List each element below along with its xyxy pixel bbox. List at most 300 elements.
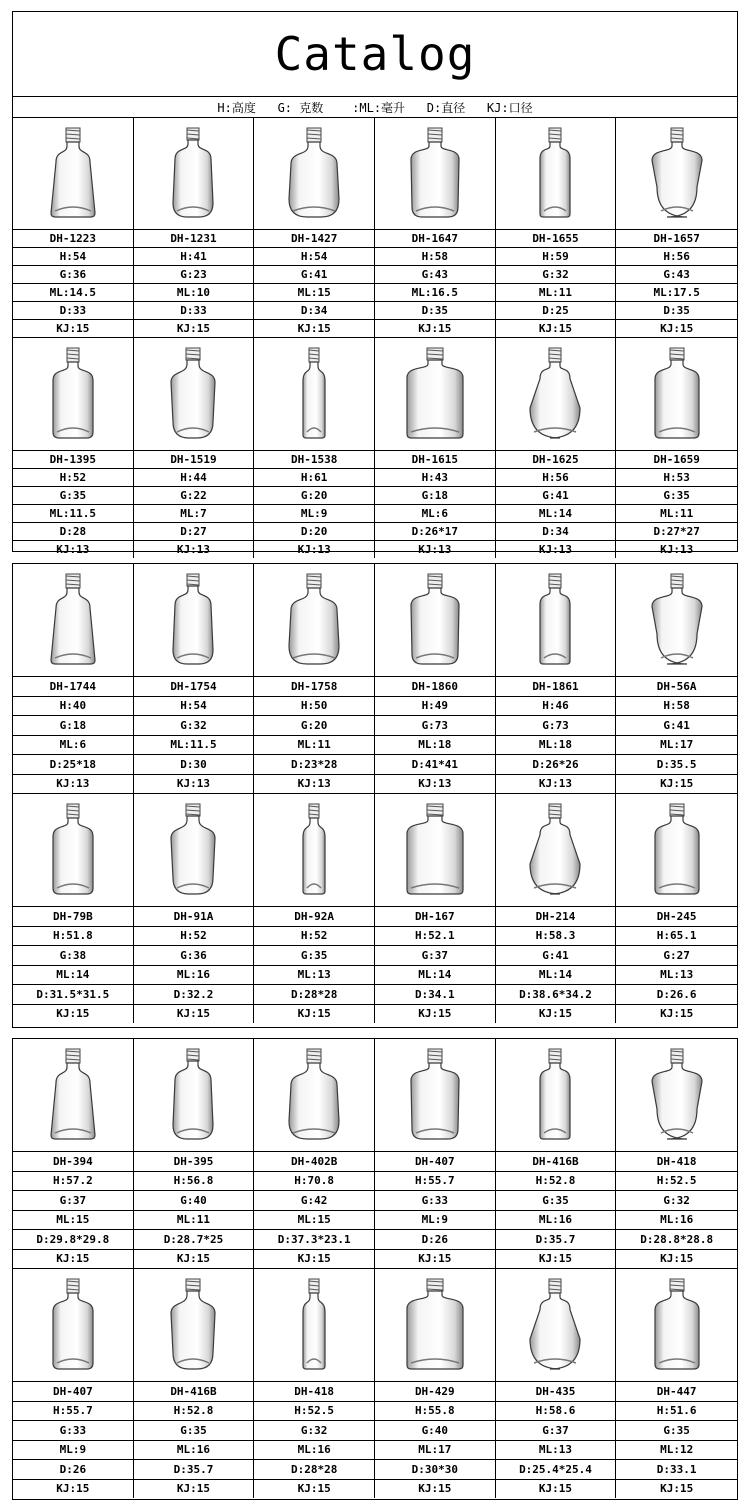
glass-bottle-image (143, 120, 243, 227)
product-volume: ML:14.5 (13, 284, 133, 302)
glass-bottle-image (505, 796, 605, 904)
product-code: DH-1615 (375, 451, 495, 469)
product-mouth: KJ:15 (375, 320, 495, 338)
product-cell (375, 1039, 496, 1269)
product-image (254, 564, 374, 677)
product-code: DH-429 (375, 1382, 495, 1402)
product-volume: ML:16 (616, 1211, 737, 1231)
glass-bottle-image (23, 1041, 123, 1149)
product-mouth: KJ:13 (496, 775, 616, 795)
product-code: DH-447 (616, 1382, 737, 1402)
product-weight: G:42 (254, 1191, 374, 1211)
product-volume: ML:16.5 (375, 284, 495, 302)
product-volume: ML:10 (134, 284, 254, 302)
glass-bottle-image (23, 1271, 123, 1379)
product-mouth: KJ:13 (297, 543, 331, 556)
product-image (134, 338, 254, 451)
product-weight: G:73 (496, 716, 616, 736)
product-code: DH-1395 (13, 451, 133, 469)
product-height: H:49 (375, 697, 495, 717)
product-cell (496, 564, 617, 794)
product-cell (134, 118, 255, 338)
product-volume: ML:16 (254, 1441, 374, 1461)
product-cell (254, 794, 375, 1023)
product-code: DH-1754 (134, 677, 254, 697)
glass-bottle-image (627, 1041, 727, 1149)
product-volume: ML:11 (254, 736, 374, 756)
product-image (13, 338, 133, 451)
product-cell (13, 794, 134, 1023)
product-diameter: D:31.5*31.5 (13, 985, 133, 1005)
product-weight: G:32 (616, 1191, 737, 1211)
product-image (254, 1269, 374, 1382)
product-height: H:61 (254, 469, 374, 487)
product-grid-2b (13, 794, 737, 1023)
product-height: H:70.8 (254, 1172, 374, 1192)
product-grid-1a (13, 118, 737, 338)
product-diameter: D:33.1 (616, 1460, 737, 1480)
product-weight: G:23 (134, 266, 254, 284)
product-diameter: D:28*28 (254, 1460, 374, 1480)
product-volume: ML:14 (375, 966, 495, 986)
product-mouth: KJ:15 (134, 1250, 254, 1270)
glass-bottle-image (264, 566, 364, 674)
product-mouth: KJ:13 (56, 543, 90, 556)
product-height: H:59 (496, 248, 616, 266)
product-code: DH-1427 (254, 230, 374, 248)
product-image (375, 1039, 495, 1152)
product-volume: ML:6 (375, 505, 495, 523)
product-height: H:44 (134, 469, 254, 487)
product-cell (134, 1039, 255, 1269)
product-volume: ML:15 (13, 1211, 133, 1231)
product-cell (375, 338, 496, 558)
product-height: H:52.5 (616, 1172, 737, 1192)
product-volume: ML:15 (254, 284, 374, 302)
product-cell (496, 118, 617, 338)
product-diameter: D:29.8*29.8 (13, 1230, 133, 1250)
glass-bottle-image (143, 1271, 243, 1379)
product-diameter: D:35 (375, 302, 495, 320)
product-height: H:58.6 (496, 1402, 616, 1422)
product-weight: G:41 (616, 716, 737, 736)
product-diameter: D:28.8*28.8 (616, 1230, 737, 1250)
product-cell (254, 1269, 375, 1498)
product-code: DH-1647 (375, 230, 495, 248)
product-image (496, 564, 616, 677)
product-code: DH-407 (13, 1382, 133, 1402)
product-height: H:52 (254, 927, 374, 947)
glass-bottle-image (385, 566, 485, 674)
product-image (13, 1269, 133, 1382)
glass-bottle-image (143, 566, 243, 674)
product-weight: G:32 (496, 266, 616, 284)
product-image (616, 338, 737, 451)
product-weight: G:32 (134, 716, 254, 736)
product-cell (496, 794, 617, 1023)
product-code: DH-407 (375, 1152, 495, 1172)
product-code: DH-418 (616, 1152, 737, 1172)
product-code: DH-1519 (134, 451, 254, 469)
product-cell (13, 1039, 134, 1269)
product-mouth: KJ:15 (496, 1250, 616, 1270)
product-mouth: KJ:15 (56, 1007, 90, 1021)
product-diameter: D:28 (13, 523, 133, 541)
product-cell (13, 564, 134, 794)
glass-bottle-image (385, 120, 485, 227)
product-code: DH-1758 (254, 677, 374, 697)
product-code: DH-92A (254, 907, 374, 927)
product-height: H:58 (375, 248, 495, 266)
product-mouth: KJ:13 (176, 543, 211, 556)
product-image (134, 1039, 254, 1152)
product-image (375, 1269, 495, 1382)
product-image (375, 118, 495, 230)
product-height: H:52.8 (134, 1402, 254, 1422)
glass-bottle-image (505, 120, 605, 227)
product-cell (375, 1269, 496, 1498)
product-weight: G:32 (254, 1421, 374, 1441)
product-volume: ML:6 (13, 736, 133, 756)
product-mouth: KJ:15 (176, 1482, 211, 1496)
product-mouth: KJ:15 (297, 1482, 331, 1496)
product-height: H:54 (134, 697, 254, 717)
product-mouth: KJ:15 (297, 1007, 331, 1021)
product-height: H:41 (134, 248, 254, 266)
glass-bottle-image (505, 340, 605, 448)
product-cell (616, 118, 737, 338)
product-weight: G:41 (496, 487, 616, 505)
product-mouth: KJ:15 (418, 1482, 452, 1496)
product-code: DH-418 (254, 1382, 374, 1402)
product-mouth: KJ:15 (660, 1482, 694, 1496)
product-cell (496, 1269, 617, 1498)
product-volume: ML:12 (616, 1441, 737, 1461)
product-diameter: D:34.1 (375, 985, 495, 1005)
glass-bottle-image (627, 340, 727, 448)
product-weight: G:33 (13, 1421, 133, 1441)
product-volume: ML:16 (134, 966, 254, 986)
product-mouth: KJ:15 (616, 775, 737, 795)
product-mouth: KJ:13 (375, 775, 495, 795)
product-diameter: D:28.7*25 (134, 1230, 254, 1250)
product-weight: G:36 (134, 946, 254, 966)
product-volume: ML:9 (254, 505, 374, 523)
legend-volume: :ML:毫升 (352, 100, 406, 115)
product-diameter: D:26.6 (616, 985, 737, 1005)
product-image (496, 1039, 616, 1152)
product-code: DH-1231 (134, 230, 254, 248)
product-code: DH-1861 (496, 677, 616, 697)
product-mouth: KJ:15 (616, 1250, 737, 1270)
product-code: DH-245 (616, 907, 737, 927)
product-code: DH-416B (496, 1152, 616, 1172)
product-image (616, 1039, 737, 1152)
product-cell (616, 794, 737, 1023)
product-height: H:51.8 (13, 927, 133, 947)
product-height: H:52 (134, 927, 254, 947)
product-weight: G:43 (616, 266, 737, 284)
product-code: DH-1657 (616, 230, 737, 248)
product-image (375, 564, 495, 677)
product-cell (134, 564, 255, 794)
product-weight: G:40 (375, 1421, 495, 1441)
product-weight: G:73 (375, 716, 495, 736)
product-cell (134, 338, 255, 558)
glass-bottle-image (264, 120, 364, 227)
product-code: DH-1860 (375, 677, 495, 697)
product-diameter: D:41*41 (375, 755, 495, 775)
product-height: H:54 (254, 248, 374, 266)
product-volume: ML:7 (134, 505, 254, 523)
product-cell (13, 338, 134, 558)
product-code: DH-1223 (13, 230, 133, 248)
product-mouth: KJ:13 (660, 543, 694, 556)
glass-bottle-image (505, 1041, 605, 1149)
product-grid-3a (13, 1039, 737, 1269)
product-image (13, 794, 133, 907)
product-diameter: D:28*28 (254, 985, 374, 1005)
product-code: DH-1659 (616, 451, 737, 469)
product-code: DH-1655 (496, 230, 616, 248)
legend-diameter: D:直径 (426, 100, 466, 115)
page-title: Catalog (13, 12, 737, 97)
product-code: DH-394 (13, 1152, 133, 1172)
product-mouth: KJ:13 (254, 775, 374, 795)
product-volume: ML:11 (496, 284, 616, 302)
product-weight: G:35 (134, 1421, 254, 1441)
product-volume: ML:13 (496, 1441, 616, 1461)
product-volume: ML:11.5 (13, 505, 133, 523)
product-weight: G:38 (13, 946, 133, 966)
product-mouth: KJ:15 (254, 320, 374, 338)
glass-bottle-image (143, 796, 243, 904)
product-cell (496, 338, 617, 558)
legend (13, 97, 737, 118)
product-height: H:51.6 (616, 1402, 737, 1422)
product-mouth: KJ:15 (13, 1250, 133, 1270)
glass-bottle-image (627, 796, 727, 904)
product-diameter: D:33 (134, 302, 254, 320)
product-height: H:65.1 (616, 927, 737, 947)
product-code: DH-1744 (13, 677, 133, 697)
product-image (13, 118, 133, 230)
glass-bottle-image (505, 566, 605, 674)
product-image (13, 1039, 133, 1152)
glass-bottle-image (627, 566, 727, 674)
product-volume: ML:11 (616, 505, 737, 523)
product-mouth: KJ:15 (176, 1007, 211, 1021)
product-image (496, 338, 616, 451)
product-volume: ML:14 (13, 966, 133, 986)
product-height: H:52.1 (375, 927, 495, 947)
product-diameter: D:26 (13, 1460, 133, 1480)
glass-bottle-image (264, 340, 364, 448)
product-volume: ML:15 (254, 1211, 374, 1231)
product-height: H:58 (616, 697, 737, 717)
product-mouth: KJ:15 (538, 1482, 573, 1496)
product-cell (254, 1039, 375, 1269)
glass-bottle-image (385, 1271, 485, 1379)
product-volume: ML:17.5 (616, 284, 737, 302)
product-image (496, 794, 616, 907)
product-weight: G:35 (616, 1421, 737, 1441)
product-diameter: D:34 (496, 523, 616, 541)
product-image (375, 794, 495, 907)
product-weight: G:22 (134, 487, 254, 505)
product-volume: ML:14 (496, 505, 616, 523)
product-height: H:56 (616, 248, 737, 266)
product-mouth: KJ:15 (375, 1250, 495, 1270)
product-cell (375, 794, 496, 1023)
product-mouth: KJ:15 (496, 320, 616, 338)
product-weight: G:20 (254, 716, 374, 736)
product-cell (616, 564, 737, 794)
product-cell (496, 1039, 617, 1269)
product-height: H:57.2 (13, 1172, 133, 1192)
product-diameter: D:27 (134, 523, 254, 541)
product-volume: ML:18 (375, 736, 495, 756)
product-cell (616, 1039, 737, 1269)
product-volume: ML:17 (616, 736, 737, 756)
product-mouth: KJ:13 (13, 775, 133, 795)
product-cell (134, 794, 255, 1023)
product-volume: ML:11 (134, 1211, 254, 1231)
glass-bottle-image (143, 1041, 243, 1149)
product-code: DH-91A (134, 907, 254, 927)
product-code: DH-167 (375, 907, 495, 927)
glass-bottle-image (264, 1271, 364, 1379)
glass-bottle-image (385, 1041, 485, 1149)
glass-bottle-image (264, 796, 364, 904)
product-volume: ML:9 (375, 1211, 495, 1231)
product-weight: G:37 (496, 1421, 616, 1441)
product-diameter: D:26 (375, 1230, 495, 1250)
product-mouth: KJ:15 (56, 1482, 90, 1496)
product-mouth: KJ:15 (13, 320, 133, 338)
product-grid-3b (13, 1269, 737, 1498)
product-height: H:55.7 (375, 1172, 495, 1192)
product-height: H:55.8 (375, 1402, 495, 1422)
product-code: DH-56A (616, 677, 737, 697)
glass-bottle-image (505, 1271, 605, 1379)
product-diameter: D:35.7 (134, 1460, 254, 1480)
product-height: H:50 (254, 697, 374, 717)
glass-bottle-image (23, 340, 123, 448)
product-volume: ML:18 (496, 736, 616, 756)
product-diameter: D:23*28 (254, 755, 374, 775)
product-weight: G:41 (496, 946, 616, 966)
product-height: H:52.8 (496, 1172, 616, 1192)
product-diameter: D:25 (496, 302, 616, 320)
glass-bottle-image (23, 120, 123, 227)
product-weight: G:20 (254, 487, 374, 505)
product-height: H:53 (616, 469, 737, 487)
product-height: H:56 (496, 469, 616, 487)
product-code: DH-1625 (496, 451, 616, 469)
product-weight: G:37 (13, 1191, 133, 1211)
glass-bottle-image (23, 566, 123, 674)
product-image (496, 118, 616, 230)
product-weight: G:33 (375, 1191, 495, 1211)
glass-bottle-image (143, 340, 243, 448)
product-cell (13, 1269, 134, 1498)
product-code: DH-1538 (254, 451, 374, 469)
product-weight: G:40 (134, 1191, 254, 1211)
product-diameter: D:26*26 (496, 755, 616, 775)
product-height: H:58.3 (496, 927, 616, 947)
product-cell (616, 1269, 737, 1498)
product-diameter: D:27*27 (616, 523, 737, 541)
product-diameter: D:35 (616, 302, 737, 320)
product-grid-1b (13, 338, 737, 558)
legend-weight: G: 克数 (277, 100, 324, 115)
glass-bottle-image (627, 120, 727, 227)
product-image (254, 338, 374, 451)
product-cell (616, 338, 737, 558)
product-cell (375, 118, 496, 338)
product-volume: ML:13 (254, 966, 374, 986)
product-volume: ML:13 (616, 966, 737, 986)
catalog-section-2 (12, 563, 738, 1028)
product-volume: ML:11.5 (134, 736, 254, 756)
legend-mouth: KJ:口径 (486, 100, 533, 115)
product-image (616, 1269, 737, 1382)
product-weight: G:35 (254, 946, 374, 966)
product-weight: G:43 (375, 266, 495, 284)
product-cell (254, 338, 375, 558)
product-mouth: KJ:15 (134, 320, 254, 338)
product-diameter: D:20 (254, 523, 374, 541)
catalog-section-1 (12, 11, 738, 556)
product-volume: ML:9 (13, 1441, 133, 1461)
product-image (254, 1039, 374, 1152)
product-diameter: D:33 (13, 302, 133, 320)
product-weight: G:35 (13, 487, 133, 505)
product-image (375, 338, 495, 451)
product-image (134, 118, 254, 230)
product-height: H:40 (13, 697, 133, 717)
legend-height: H:高度 (217, 100, 256, 115)
product-diameter: D:38.6*34.2 (496, 985, 616, 1005)
glass-bottle-image (385, 796, 485, 904)
product-volume: ML:17 (375, 1441, 495, 1461)
product-diameter: D:34 (254, 302, 374, 320)
glass-bottle-image (264, 1041, 364, 1149)
product-height: H:54 (13, 248, 133, 266)
product-weight: G:18 (375, 487, 495, 505)
product-image (13, 564, 133, 677)
product-code: DH-79B (13, 907, 133, 927)
product-code: DH-416B (134, 1382, 254, 1402)
product-image (254, 794, 374, 907)
product-diameter: D:26*17 (375, 523, 495, 541)
glass-bottle-image (627, 1271, 727, 1379)
product-cell (134, 1269, 255, 1498)
product-mouth: KJ:15 (660, 1007, 694, 1021)
product-weight: G:35 (616, 487, 737, 505)
product-grid-2a (13, 564, 737, 794)
catalog-section-3 (12, 1038, 738, 1500)
glass-bottle-image (385, 340, 485, 448)
product-weight: G:36 (13, 266, 133, 284)
product-height: H:56.8 (134, 1172, 254, 1192)
product-mouth: KJ:15 (254, 1250, 374, 1270)
product-image (616, 118, 737, 230)
product-diameter: D:25*18 (13, 755, 133, 775)
product-mouth: KJ:13 (538, 543, 573, 556)
product-diameter: D:35.7 (496, 1230, 616, 1250)
